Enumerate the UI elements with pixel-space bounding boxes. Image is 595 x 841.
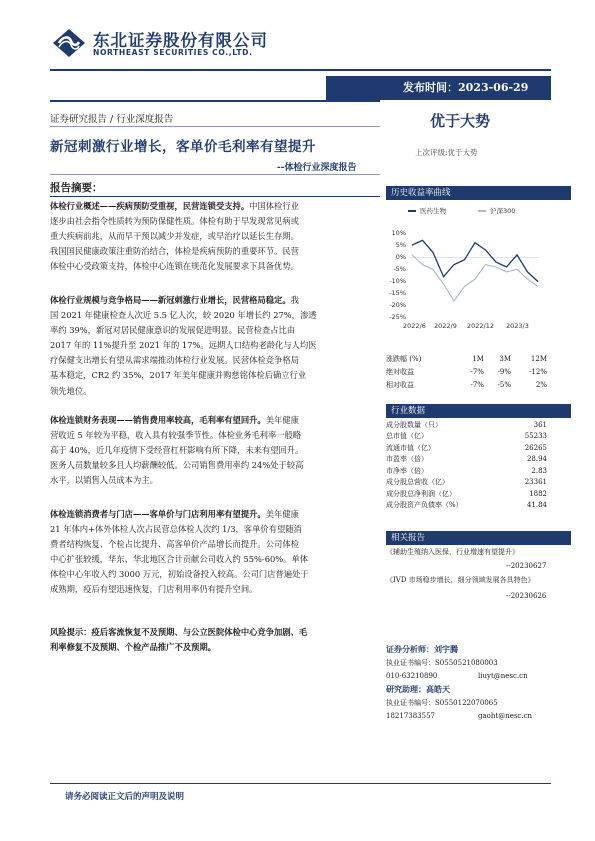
- chart-header: 历史收益率曲线: [386, 186, 571, 200]
- paragraph-line: 美年健康: [265, 509, 299, 519]
- paragraph-lead: 体检连锁消费者与门店——客单价与门店利用率有望提升。: [50, 509, 266, 519]
- summary-paragraph-3: [50, 413, 375, 488]
- breadcrumb-rule: [50, 126, 380, 127]
- release-date: 发布时间：2023-06-29: [403, 81, 529, 94]
- industry-data-row: [386, 488, 547, 500]
- performance-cell: -12%: [529, 367, 547, 376]
- y-tick: -5%: [393, 265, 406, 273]
- assistant-email[interactable]: gaoht@nesc.cn: [478, 712, 533, 720]
- paragraph-line: 逐步由社会指令性质转为预防保健性质。体检有助于早发现常见病或: [50, 216, 299, 227]
- company-name-en: NORTHEAST SECURITIES CO.,LTD.: [93, 48, 253, 57]
- performance-cell: -7%: [470, 380, 484, 389]
- summary-rule: [50, 196, 380, 197]
- paragraph-line: 高于 40%，近几年疫情下受经营杠杆影响有所下降，未来有望回升。: [50, 445, 304, 456]
- analyst-email[interactable]: liuyt@nesc.cn: [478, 672, 528, 680]
- industry-data-row: [386, 419, 547, 431]
- return-curve-chart: [410, 228, 540, 324]
- industry-data-label: 市净率（倍）: [386, 466, 428, 475]
- assistant-license: 执业证书编号：S0550122070065: [386, 699, 498, 707]
- industry-data-row: [386, 465, 547, 477]
- paragraph-line: 中国体检行业: [249, 201, 299, 211]
- legend-swatch-sector: [408, 210, 416, 212]
- industry-data-header: 行业数据: [386, 404, 571, 418]
- industry-data-row: [386, 477, 547, 489]
- assistant-name: 研究助理：高皓天: [386, 684, 450, 694]
- industry-data-label: 市盈率（倍）: [386, 455, 428, 464]
- paragraph-line: 成熟期，疫后有望迅速恢复，门店利用率仍有提升空间。: [50, 584, 258, 595]
- footer-disclaimer[interactable]: 请务必阅读正文后的声明及说明: [65, 792, 185, 802]
- legend-label-index: 沪深300: [490, 207, 516, 215]
- title-rule: [50, 174, 380, 175]
- paragraph-lead: 体检行业规模与竞争格局——新冠刺激行业增长，民营格局稳定。: [50, 295, 291, 305]
- paragraph-line: 体检中心受政策支持，体检中心连锁在规范化发展要求下具备优势。: [50, 261, 299, 272]
- x-tick: 2023/3: [506, 322, 529, 330]
- related-report-title[interactable]: 《IVD 市场稳步增长，细分领域发展各具特色》: [386, 576, 535, 584]
- x-tick: 2022/12: [467, 322, 495, 330]
- performance-row: [386, 378, 547, 391]
- performance-header-cell: 12M: [530, 354, 547, 363]
- industry-data-label: 成分股资产负债率（%）: [386, 501, 463, 510]
- risk-warning: [50, 625, 375, 655]
- breadcrumb: 证券研究报告 / 行业深度报告: [50, 114, 174, 125]
- summary-paragraph-1: [50, 199, 375, 274]
- paragraph-line: 率约 39%，新冠对居民健康意识的发展促进明显。民营检查占比由: [50, 325, 296, 336]
- y-tick: 5%: [395, 241, 406, 249]
- sector-rule: [50, 100, 380, 102]
- industry-data-label: 成分股总净利润（亿）: [386, 489, 456, 498]
- analyst-name: 证券分析师：刘宇腾: [386, 644, 458, 654]
- y-tick: 0%: [395, 253, 406, 261]
- performance-header-row: [386, 352, 547, 365]
- paragraph-line: 基本稳定，CR2 约 35%，2017 年美年健康并购慈铭体检后确立行业: [50, 370, 307, 381]
- industry-data-label: 成分股总营收（亿）: [386, 478, 449, 487]
- industry-data-value: 55233: [524, 432, 547, 441]
- report-title: 新冠刺激行业增长，客单价毛利率有望提升: [50, 139, 316, 155]
- risk-line: 利率修复不及预期、个检产品推广不及预期。: [50, 642, 216, 653]
- company-name-cn: 东北证券股份有限公司: [93, 31, 268, 50]
- industry-data-label: 流通市值（亿）: [386, 443, 435, 452]
- paragraph-line: 营收近 5 年较为平稳，收入具有较强季节性。体检业务毛利率一般略: [50, 430, 302, 441]
- performance-header-cell: 3M: [499, 354, 511, 363]
- assistant-phone: 18217383557: [386, 712, 435, 720]
- industry-data-value: 28.94: [526, 455, 547, 464]
- performance-cell: 2%: [535, 380, 547, 389]
- paragraph-line: 疗保健支出增长有望从需求端推动体检行业发展。民营体检竞争格局: [50, 355, 299, 366]
- analyst-license: 执业证书编号：S0550521080003: [386, 659, 498, 667]
- x-tick: 2022/9: [434, 322, 457, 330]
- summary-paragraph-4: [50, 507, 375, 598]
- performance-header-cell: 1M: [472, 354, 484, 363]
- paragraph-line: 医务人员数量较多且人均薪酬较低。公司销售费用率约 24%处于较高: [50, 460, 304, 471]
- industry-data-label: 成分股数量（只）: [386, 420, 442, 429]
- industry-data-row: [386, 454, 547, 466]
- header-divider: [50, 69, 551, 71]
- paragraph-line: 21 年体内+体外体检人次占民营总体检人次约 1/3，客单价有望随消: [50, 524, 302, 535]
- paragraph-lead: 体检行业概述——疾病预防受重视，民营连锁受支持。: [50, 201, 250, 211]
- industry-data-label: 总市值（亿）: [386, 432, 428, 441]
- rating: 优于大势: [430, 112, 491, 130]
- industry-data-row: [386, 500, 547, 512]
- paragraph-line: 国 2021 年健康检查人次近 5.5 亿人次，较 2020 年增长约 27%，渗透: [50, 310, 317, 321]
- previous-rating: 上次评级:优于大势: [415, 148, 478, 157]
- paragraph-line: 领先地位。: [50, 385, 92, 396]
- performance-row-label: 相对收益: [386, 380, 414, 389]
- paragraph-lead: 体检连锁财务表现——销售费用率较高，毛利率有望回升。: [50, 415, 266, 425]
- industry-data-row: [386, 442, 547, 454]
- performance-header-cell: 涨跌幅 (%): [386, 354, 422, 363]
- paragraph-line: 2017 年的 11%提升至 2021 年的 17%。远期人口结构老龄化与人均医: [50, 340, 317, 351]
- y-tick: 10%: [391, 229, 406, 237]
- series-line-sector: [412, 240, 538, 281]
- legend-label-sector: 医药生物: [420, 207, 446, 215]
- performance-cell: -9%: [497, 367, 511, 376]
- paragraph-line: 体检中心年收入约 3000 万元，初始设备投入较高。公司门店普遍处于: [50, 569, 309, 580]
- industry-data-row: [386, 431, 547, 443]
- industry-data-value: 41.84: [526, 501, 547, 510]
- y-tick: -15%: [389, 289, 406, 297]
- paragraph-line: 水平，以销售人员成本为主。: [50, 475, 158, 486]
- performance-table: [386, 352, 547, 391]
- summary-heading: 报告摘要：: [50, 182, 103, 194]
- footer-rule: [50, 783, 551, 784]
- related-reports-header: 相关报告: [386, 531, 571, 545]
- paragraph-line: 我: [290, 295, 299, 305]
- x-tick: 2022/6: [403, 322, 426, 330]
- paragraph-line: 费者结构恢复、个检占比提升、高客单价产品增长而提升。公司体检: [50, 539, 299, 550]
- performance-cell: -5%: [497, 380, 511, 389]
- legend-swatch-index: [478, 210, 486, 212]
- paragraph-line: 重大疾病前兆，从而早干预以减少并发症，或早治疗以延长生存期。: [50, 231, 299, 242]
- performance-row: [386, 365, 547, 378]
- risk-line: 风险提示：疫后客流恢复不及预期、与公立医院体检中心竞争加剧、毛: [50, 627, 308, 637]
- related-report-date: --20230627: [506, 562, 547, 570]
- paragraph-line: 我国国民健康政策注重防治结合，体检是疾病预防的重要环节。民营: [50, 246, 299, 257]
- industry-data-value: 23361: [524, 478, 547, 487]
- y-tick: -10%: [389, 277, 406, 285]
- related-report-date: --20230626: [506, 592, 547, 600]
- y-tick: -25%: [389, 313, 406, 321]
- industry-data-table: [386, 419, 547, 511]
- summary-paragraph-2: [50, 293, 375, 399]
- industry-data-value: 2.83: [531, 466, 547, 475]
- industry-data-value: 26265: [524, 443, 547, 452]
- analyst-phone: 010-63210890: [386, 672, 438, 680]
- performance-row-label: 绝对收益: [386, 367, 414, 376]
- performance-cell: -7%: [470, 367, 484, 376]
- paragraph-line: 中心扩张较缓，华东、华北地区合计贡献公司收入约 55%-60%。单体: [50, 554, 309, 565]
- industry-data-value: 361: [533, 420, 547, 429]
- company-logo-icon: [52, 28, 86, 58]
- industry-data-value: 1882: [529, 489, 547, 498]
- y-tick: -20%: [389, 301, 406, 309]
- report-subtitle: --体检行业深度报告: [277, 163, 357, 173]
- paragraph-line: 美年健康: [265, 415, 299, 425]
- series-line-index: [412, 255, 538, 301]
- related-report-title[interactable]: 《辅助生殖纳入医保，行业增速有望提升》: [386, 548, 519, 556]
